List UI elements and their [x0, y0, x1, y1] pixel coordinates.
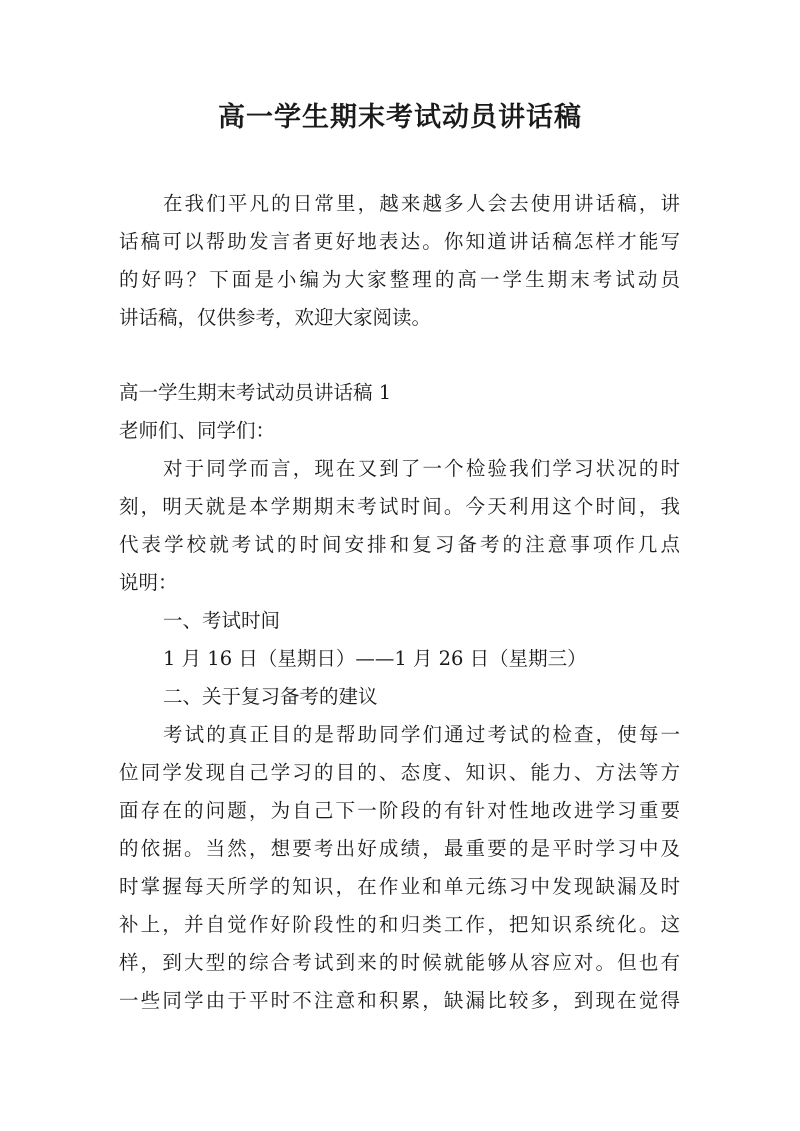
item-heading: 一、考试时间: [163, 609, 281, 632]
section-heading: 高一学生期末考试动员讲话稿 1: [119, 381, 392, 404]
paragraph-line: 对于同学而言，现在又到了一个检验我们学习状况的时: [163, 457, 680, 480]
paragraph-line: 样，到大型的综合考试到来的时候就能够从容应对。但也有: [119, 951, 680, 974]
intro-line: 的好吗？下面是小编为大家整理的高一学生期末考试动员: [119, 268, 680, 291]
paragraph-line: 面存在的问题，为自己下一阶段的有针对性地改进学习重要: [119, 799, 680, 822]
intro-line: 话稿可以帮助发言者更好地表达。你知道讲话稿怎样才能写: [119, 230, 680, 253]
paragraph-line: 说明：: [119, 571, 178, 594]
paragraph-line: 位同学发现自己学习的目的、态度、知识、能力、方法等方: [119, 761, 680, 784]
document-title: 高一学生期末考试动员讲话稿: [218, 102, 582, 133]
paragraph-line: 刻，明天就是本学期期末考试时间。今天利用这个时间，我: [119, 495, 680, 518]
paragraph-line: 的依据。当然，想要考出好成绩，最重要的是平时学习中及: [119, 837, 680, 860]
paragraph-line: 代表学校就考试的时间安排和复习备考的注意事项作几点: [119, 533, 680, 556]
salutation: 老师们、同学们：: [119, 419, 276, 442]
item-heading: 二、关于复习备考的建议: [163, 685, 378, 708]
paragraph-line: 一些同学由于平时不注意和积累，缺漏比较多，到现在觉得: [119, 989, 680, 1012]
intro-line: 在我们平凡的日常里，越来越多人会去使用讲话稿，讲: [163, 192, 680, 215]
exam-dates: 1 月 16 日（星期日）——1 月 26 日（星期三）: [163, 647, 587, 670]
intro-line: 讲话稿，仅供参考，欢迎大家阅读。: [119, 306, 432, 329]
paragraph-line: 补上，并自觉作好阶段性的和归类工作，把知识系统化。这: [119, 913, 680, 936]
paragraph-line: 时掌握每天所学的知识，在作业和单元练习中发现缺漏及时: [119, 875, 680, 898]
paragraph-line: 考试的真正目的是帮助同学们通过考试的检查，使每一: [163, 723, 680, 746]
